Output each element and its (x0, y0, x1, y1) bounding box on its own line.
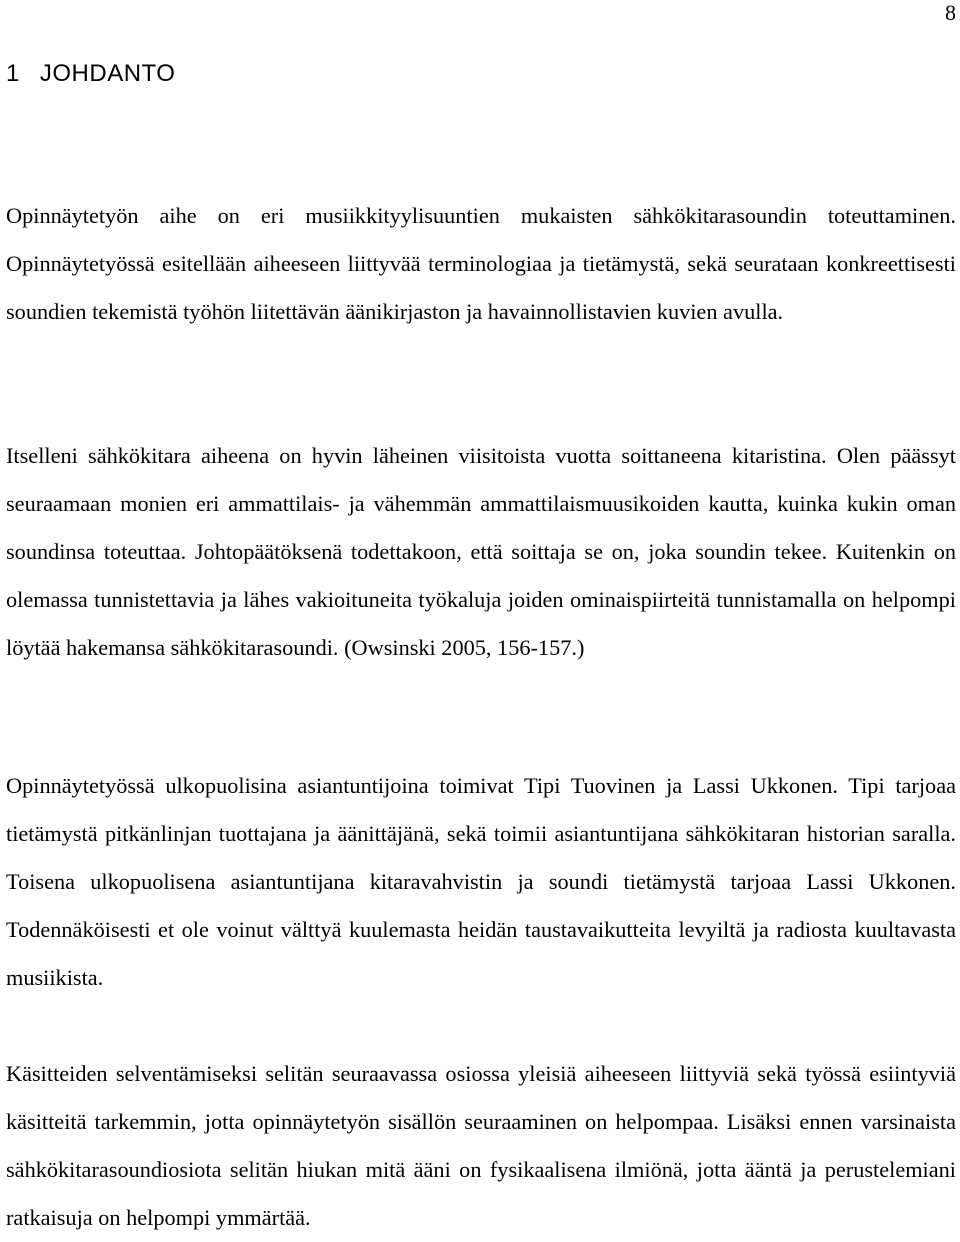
chapter-title: JOHDANTO (39, 60, 176, 87)
paragraph-intro: Opinnäytetyön aihe on eri musiikkityylisuuntien mukaisten sähkökitarasoundin toteuttaminen. Opinnäytetyössä esitellään aiheeseen liittyvää terminologiaa ja tietämystä, sekä seurataan konkreettisesti soundien tekemistä työhön liitettävän äänikirjaston ja havainnollistavien kuvien avulla. (6, 203, 956, 324)
chapter-number: 1 (6, 60, 20, 87)
paragraph-experts: Opinnäytetyössä ulkopuolisina asiantuntijoina toimivat Tipi Tuovinen ja Lassi Ukkonen. Tipi tarjoaa tietämystä pitkänlinjan tuottajana ja äänittäjänä, sekä toimii asiantuntijana sähkökitaran historian saralla. Toisena ulkopuolisena asiantuntijana kitaravahvistin ja soundi tietämystä tarjoaa Lassi Ukkonen. Todennäköisesti et ole voinut välttyä kuulemasta heidän taustavaikutteita levyiltä ja radiosta kuultavasta musiikista. (6, 773, 956, 990)
page-number: 8 (945, 0, 956, 25)
chapter-heading (6, 58, 175, 90)
paragraph-concepts: Käsitteiden selventämiseksi selitän seuraavassa osiossa yleisiä aiheeseen liittyviä sekä työssä esiintyviä käsitteitä tarkemmin, jotta opinnäytetyön sisällön seuraaminen on helpompaa. Lisäksi ennen varsinaista sähkökitarasoundiosiota selitän hiukan mitä ääni on fysikaalisena ilmiönä, jotta ääntä ja perustelemiani ratkaisuja on helpompi ymmärtää. (6, 1061, 956, 1230)
paragraph-background: Itselleni sähkökitara aiheena on hyvin läheinen viisitoista vuotta soittaneena kitaristina. Olen päässyt seuraamaan monien eri ammattilais- ja vähemmän ammattilaismuusikoiden kautta, kuinka kukin oman soundinsa toteuttaa. Johtopäätöksenä todettakoon, että soittaja se on, joka soundin tekee. Kuitenkin on olemassa tunnistettavia ja lähes vakioituneita työkaluja joiden ominaispiirteitä tunnistamalla on helpompi löytää hakemansa sähkökitarasoundi. (Owsinski 2005, 156-157.) (6, 443, 956, 660)
